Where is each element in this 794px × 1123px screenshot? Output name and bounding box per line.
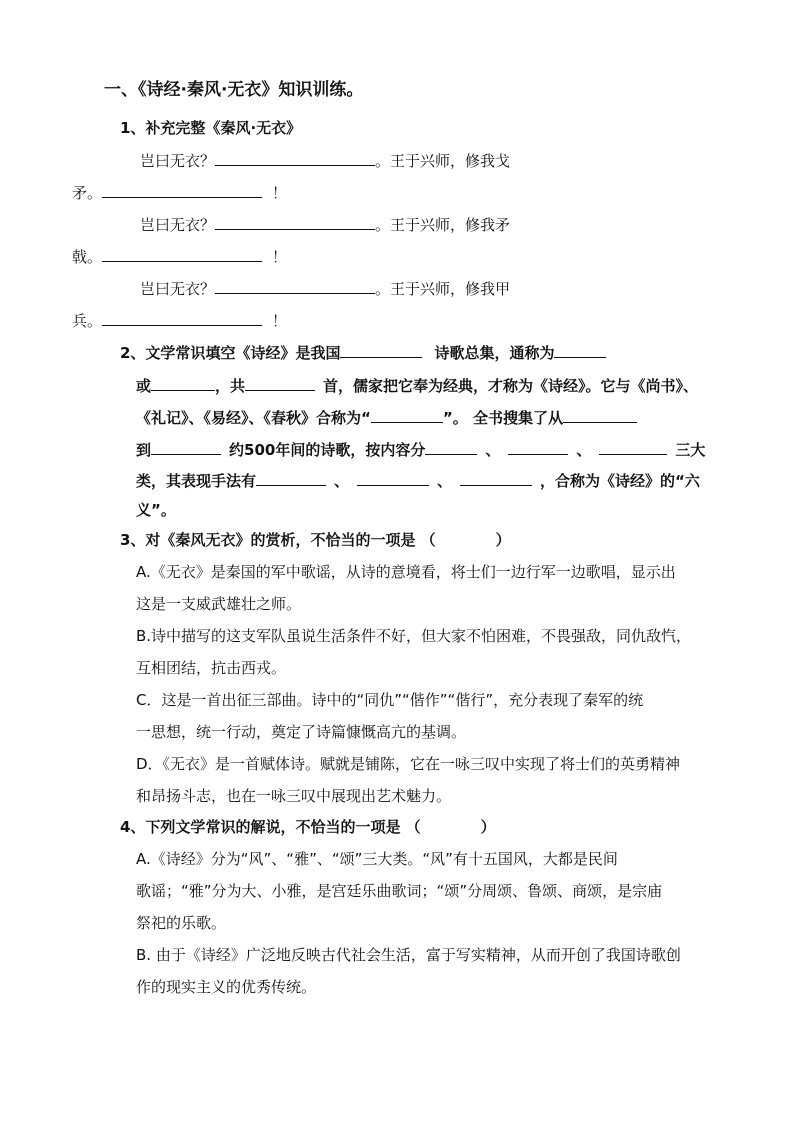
stanza-mid: 。王于兴师，修我戈: [375, 152, 511, 170]
q2-text: 、: [485, 441, 501, 459]
answer-blank[interactable]: [425, 439, 477, 455]
q2-text: ，共: [215, 377, 246, 395]
q2-text: ，合称为《诗经》的“六: [540, 472, 700, 490]
q4-option-line: 作的现实主义的优秀传统。: [136, 978, 317, 996]
q3-option-line: C．这是一首出征三部曲。诗中的“同仇”“偕作”“偕行”，充分表现了秦军的统: [136, 691, 644, 709]
answer-blank[interactable]: [599, 439, 667, 455]
stanza-cont-start: 矛。: [72, 184, 103, 202]
answer-blank[interactable]: [215, 278, 375, 294]
q4-option-line: A.《诗经》分为“风”、“雅”、“颂”三大类。“风”有十五国风，大都是民间: [136, 850, 618, 868]
stanza-end: ！: [272, 184, 288, 202]
q2-text: 、: [576, 441, 592, 459]
answer-blank[interactable]: [460, 470, 532, 486]
q2-line-4: [136, 439, 705, 460]
q3-option-line: B.诗中描写的这支军队虽说生活条件不好，但大家不怕困难，不畏强敌，同仇敌忾，: [136, 627, 692, 645]
q2-text: 《礼记》、《易经》、《春秋》合称为“: [136, 409, 371, 427]
stanza-cont-start: 兵。: [72, 312, 103, 330]
q1-stanza-1-cont: [72, 182, 287, 203]
q3-option-line: 这是一支威武雄壮之师。: [136, 595, 302, 613]
answer-blank[interactable]: [256, 470, 326, 486]
q2-line-6: 义”。: [136, 501, 176, 519]
answer-blank[interactable]: [371, 407, 443, 423]
q2-line-2: [136, 375, 698, 396]
q2-text: 、: [437, 472, 453, 490]
answer-blank[interactable]: [357, 470, 429, 486]
q3-option-line: 和昂扬斗志，也在一咏三叹中展现出艺术魅力。: [136, 787, 452, 805]
answer-blank[interactable]: [215, 150, 375, 166]
q3-option-line: A.《无衣》是秦国的军中歌谣，从诗的意境看，将士们一边行军一边歌唱，显示出: [136, 563, 676, 581]
answer-blank[interactable]: [102, 182, 262, 198]
q2-line-1: [120, 342, 606, 363]
answer-blank[interactable]: [151, 439, 221, 455]
q3-title: 3、对《秦风无衣》的赏析，不恰当的一项是 （ ）: [120, 531, 511, 549]
stanza-end: ！: [272, 248, 288, 266]
answer-blank[interactable]: [563, 407, 637, 423]
q2-text: 2、文学常识填空《诗经》是我国: [120, 344, 341, 362]
answer-blank[interactable]: [245, 375, 315, 391]
q2-text: 类，其表现手法有: [136, 472, 257, 490]
q2-text: 约500年间的诗歌，按内容分: [229, 441, 426, 459]
q4-title: 4、下列文学常识的解说，不恰当的一项是 （ ）: [120, 818, 496, 836]
q2-text: 、: [334, 472, 350, 490]
q2-text: 到: [136, 441, 152, 459]
q1-stanza-3-line: [140, 278, 510, 299]
stanza-mid: 。王于兴师，修我矛: [375, 216, 511, 234]
answer-blank[interactable]: [102, 310, 262, 326]
answer-blank[interactable]: [554, 342, 606, 358]
stanza-end: ！: [272, 312, 288, 330]
stanza-start: 岂曰无衣？: [140, 216, 216, 234]
q1-title: 1、补充完整《秦风·无衣》: [120, 119, 302, 137]
q1-stanza-3-cont: [72, 310, 287, 331]
section-title: 一、《诗经·秦风·无衣》知识训练。: [104, 80, 364, 100]
q2-text: 首，儒家把它奉为经典，才称为《诗经》。它与《尚书》、: [323, 377, 699, 395]
q1-stanza-1-line: [140, 150, 510, 171]
answer-blank[interactable]: [151, 375, 215, 391]
q3-option-line: 互相团结，抗击西戎。: [136, 659, 287, 677]
q4-option-line: B. 由于《诗经》广泛地反映古代社会生活，富于写实精神，从而开创了我国诗歌创: [136, 946, 681, 964]
answer-blank[interactable]: [215, 214, 375, 230]
stanza-cont-start: 戟。: [72, 248, 103, 266]
q4-option-line: 祭祀的乐歌。: [136, 914, 227, 932]
q2-text: 三大: [675, 441, 706, 459]
answer-blank[interactable]: [508, 439, 568, 455]
q2-text: 或: [136, 377, 152, 395]
q3-option-line: 一思想，统一行动，奠定了诗篇慷慨高亢的基调。: [136, 723, 467, 741]
q2-text: 诗歌总集，通称为: [434, 344, 555, 362]
q4-option-line: 歌谣；“雅”分为大、小雅，是宫廷乐曲歌词；“颂”分周颂、鲁颂、商颂，是宗庙: [136, 882, 663, 900]
answer-blank[interactable]: [102, 246, 262, 262]
q2-line-5: [136, 470, 700, 491]
answer-blank[interactable]: [340, 342, 422, 358]
q1-stanza-2-line: [140, 214, 510, 235]
q2-line-3: [136, 407, 637, 428]
q1-stanza-2-cont: [72, 246, 287, 267]
q2-text: ”。 全书搜集了从: [442, 409, 563, 427]
stanza-mid: 。王于兴师，修我甲: [375, 280, 511, 298]
q3-option-line: D．《无衣》是一首赋体诗。赋就是铺陈，它在一咏三叹中实现了将士们的英勇精神: [136, 755, 681, 773]
stanza-start: 岂曰无衣？: [140, 280, 216, 298]
stanza-start: 岂曰无衣？: [140, 152, 216, 170]
